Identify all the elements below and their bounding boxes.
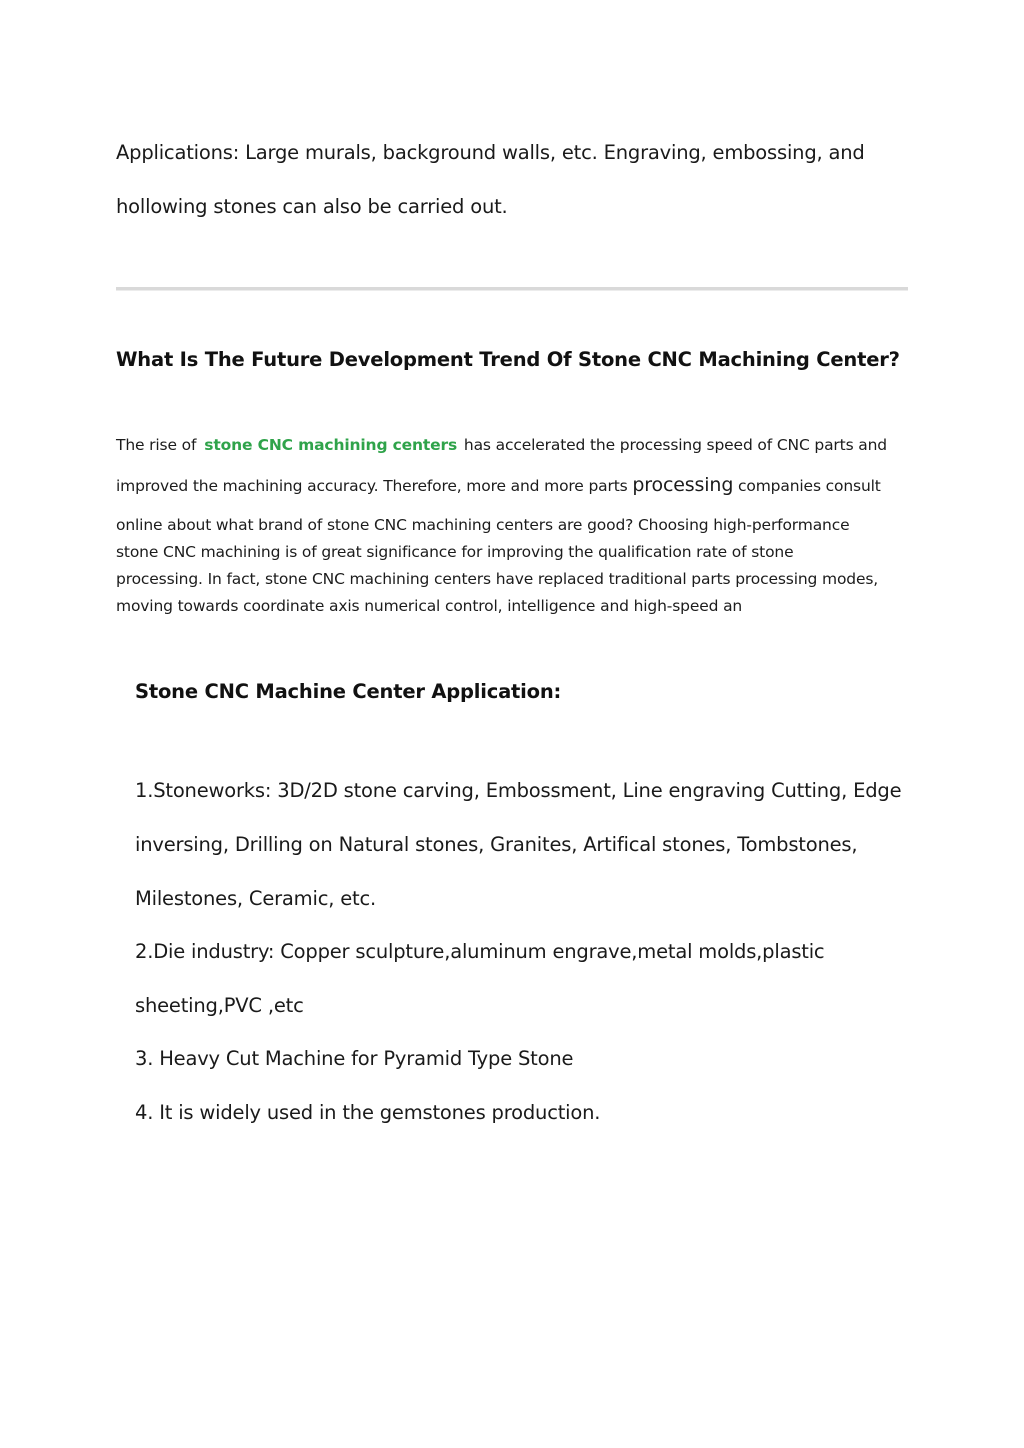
applications-line-3: Milestones, Ceramic, etc.	[135, 887, 376, 910]
paragraph-line-3: online about what brand of stone CNC machining centers are good? Choosing high-performance	[116, 516, 850, 534]
applications-line-2: inversing, Drilling on Natural stones, Granites, Artifical stones, Tombstones,	[135, 833, 858, 856]
intro-line-2: hollowing stones can also be carried out.	[116, 195, 508, 218]
section-divider	[116, 287, 908, 291]
paragraph-line-2-prefix: improved the machining accuracy. Therefore, more and more parts	[116, 477, 628, 495]
paragraph-line-2	[116, 474, 881, 497]
paragraph-line-2-suffix: companies consult	[738, 477, 881, 495]
paragraph-line-1-prefix: The rise of	[116, 436, 197, 454]
applications-line-7: 4. It is widely used in the gemstones production.	[135, 1101, 601, 1124]
intro-line-1: Applications: Large murals, background walls, etc. Engraving, embossing, and	[116, 141, 865, 164]
stone-cnc-link[interactable]: stone CNC machining centers	[204, 436, 458, 454]
paragraph-line-1-suffix: has accelerated the processing speed of CNC parts and	[463, 436, 887, 454]
applications-line-6: 3. Heavy Cut Machine for Pyramid Type Stone	[135, 1047, 574, 1070]
paragraph-line-1	[116, 434, 887, 456]
section-heading: What Is The Future Development Trend Of Stone CNC Machining Center?	[116, 348, 900, 371]
applications-heading: Stone CNC Machine Center Application:	[135, 680, 562, 703]
paragraph-line-4: stone CNC machining is of great significance for improving the qualification rate of stone	[116, 543, 794, 561]
paragraph-line-6: moving towards coordinate axis numerical control, intelligence and high-speed an	[116, 597, 743, 615]
applications-line-1: 1.Stoneworks: 3D/2D stone carving, Embossment, Line engraving Cutting, Edge	[135, 779, 902, 802]
paragraph-line-5: processing. In fact, stone CNC machining centers have replaced traditional parts processing modes,	[116, 570, 879, 588]
paragraph-line-2-emphasis: processing	[632, 474, 734, 496]
applications-line-5: sheeting,PVC ,etc	[135, 994, 304, 1017]
applications-line-4: 2.Die industry: Copper sculpture,aluminum engrave,metal molds,plastic	[135, 940, 825, 963]
